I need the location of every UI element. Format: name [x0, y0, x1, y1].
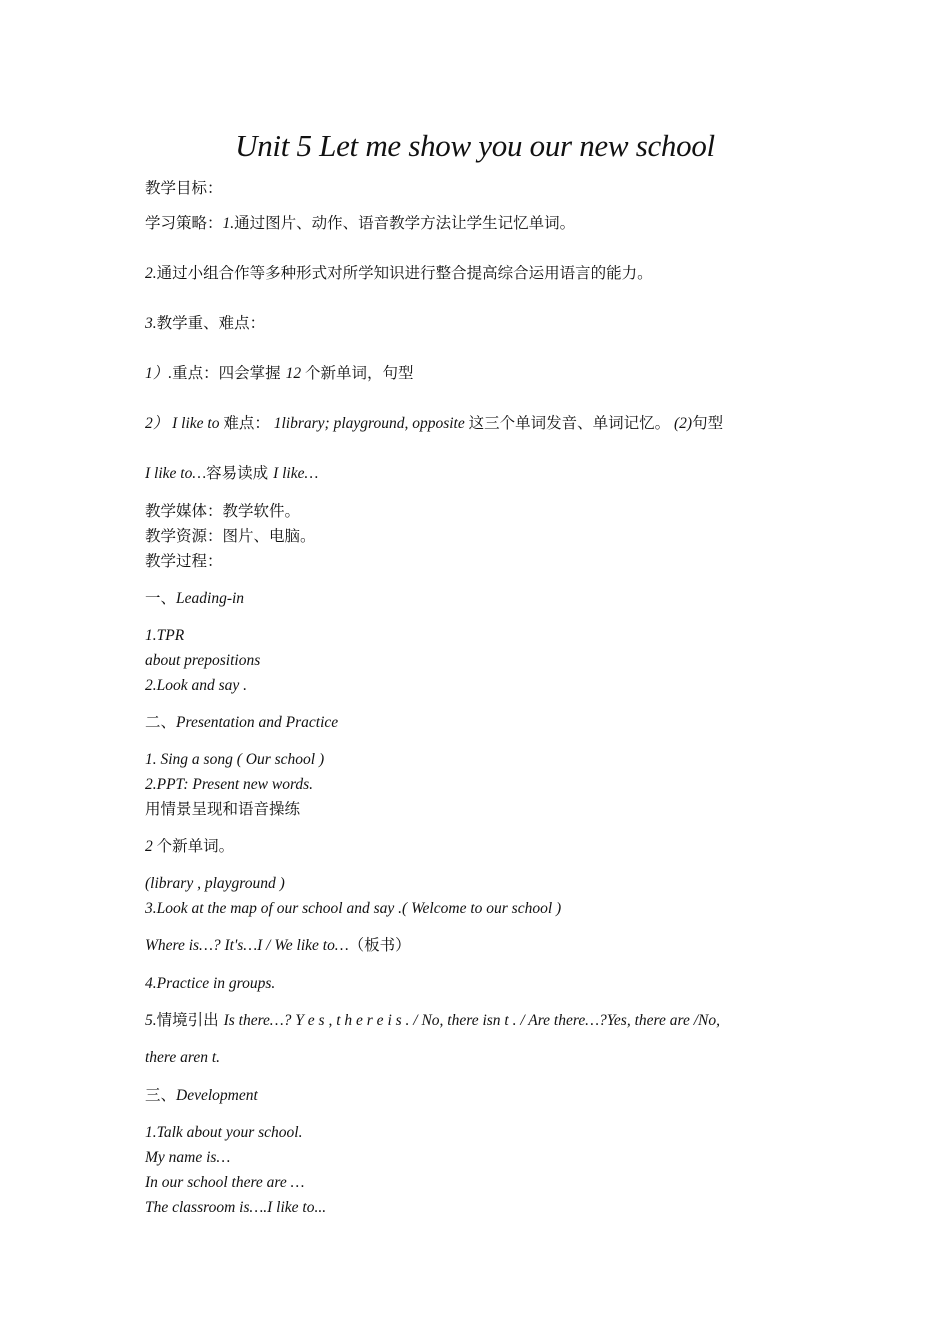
text-line: [145, 501, 300, 521]
text-run: 教学目标：: [145, 179, 223, 197]
text-run: Presentation and Practice: [176, 714, 339, 731]
text-run: 情境引出: [156, 1011, 224, 1029]
text-run: 4.Practice in groups.: [145, 975, 276, 992]
text-run: 个新单词，句型: [304, 364, 414, 382]
text-line: [145, 973, 275, 994]
text-run: 二、: [145, 713, 177, 731]
text-run: 3.: [145, 315, 157, 332]
text-run: 1.: [222, 215, 235, 232]
text-run: 重点：四会掌握: [172, 364, 286, 382]
text-run: 教学媒体：教学软件。: [145, 502, 301, 520]
text-run: Development: [176, 1087, 258, 1104]
text-run: 2.PPT: Present new words.: [145, 776, 314, 793]
text-run: about prepositions: [145, 652, 261, 669]
text-line: [145, 1085, 258, 1106]
text-run: 通过小组合作等多种形式对所学知识进行整合提高综合运用语言的能力。: [156, 264, 653, 282]
text-run: 1）.: [145, 365, 173, 382]
text-run: 1.Talk about your school.: [145, 1124, 303, 1141]
text-line: [145, 799, 300, 819]
text-run: 教学重、难点：: [156, 314, 266, 332]
text-run: 一、: [145, 589, 177, 607]
text-line: [145, 213, 575, 234]
text-line: [145, 898, 561, 919]
text-line: [145, 774, 313, 795]
text-run: In our school there are …: [145, 1174, 305, 1191]
text-line: [145, 413, 723, 434]
text-line: [145, 1010, 720, 1031]
text-run: 2.Look and say .: [145, 677, 248, 694]
text-line: [145, 1197, 326, 1218]
text-run: 容易读成: [206, 464, 274, 482]
text-line: [145, 749, 324, 770]
text-line: [145, 463, 318, 484]
text-run: 5.: [145, 1012, 157, 1029]
text-line: [145, 363, 413, 384]
text-run: 教学过程：: [145, 552, 223, 570]
text-line: [145, 1172, 304, 1193]
text-line: [145, 263, 653, 284]
text-run: 个新单词。: [156, 837, 235, 855]
text-line: [145, 873, 285, 894]
text-run: 2: [145, 838, 157, 855]
text-run: 这三个单词发音、单词记忆。: [468, 414, 671, 432]
text-run: Leading-in: [176, 590, 245, 607]
text-line: [145, 650, 260, 671]
text-run: 学习策略：: [145, 214, 223, 232]
text-line: [145, 675, 247, 696]
text-line: [145, 712, 338, 733]
text-run: I like…: [273, 465, 319, 482]
text-run: 1library; playground, opposite: [269, 415, 469, 432]
text-run: 2.: [145, 265, 157, 282]
text-run: (library , playground ): [145, 875, 285, 892]
text-line: [145, 313, 265, 334]
text-line: [145, 1047, 220, 1068]
text-line: [145, 1122, 302, 1143]
text-run: 通过图片、动作、语音教学方法让学生记忆单词。: [234, 214, 576, 232]
text-run: 三、: [145, 1086, 177, 1104]
text-line: [145, 551, 223, 571]
text-run: there aren t.: [145, 1049, 221, 1066]
text-run: The classroom is….I like to...: [145, 1199, 327, 1216]
text-run: 教学资源：图片、电脑。: [145, 527, 316, 545]
text-line: [145, 625, 184, 646]
text-run: I like to…: [145, 465, 207, 482]
text-run: Where is…? It's…I / We like to…: [145, 937, 349, 954]
text-run: （板书）: [348, 936, 411, 954]
text-line: [145, 526, 316, 546]
text-line: [145, 588, 244, 609]
text-line: [145, 836, 234, 857]
text-line: [145, 1147, 230, 1168]
text-line: [145, 178, 223, 198]
text-run: 2） I like to: [145, 415, 224, 432]
text-run: 难点：: [223, 414, 270, 432]
text-run: 用情景呈现和语音操练: [145, 800, 301, 818]
text-run: Is there…? Y e s , t h e r e i s . / No, there isn t . / Are there…?Yes, there are /No,: [223, 1012, 720, 1029]
text-run: (2): [670, 415, 693, 432]
document-title: Unit 5 Let me show you our new school: [235, 128, 715, 163]
text-run: 3.Look at the map of our school and say .( Welcome to our school ): [145, 900, 562, 917]
text-run: 句型: [692, 414, 724, 432]
text-line: [145, 935, 411, 956]
text-run: 1.TPR: [145, 627, 185, 644]
text-run: 1. Sing a song ( Our school ): [145, 751, 325, 768]
text-run: My name is…: [145, 1149, 231, 1166]
text-run: 12: [285, 365, 305, 382]
